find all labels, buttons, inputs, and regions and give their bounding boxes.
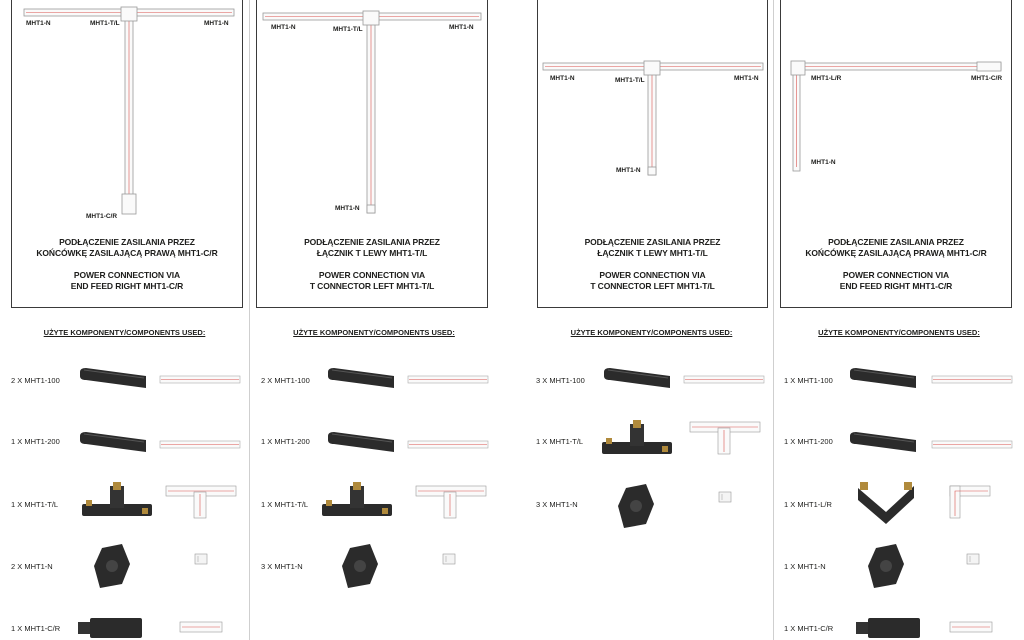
end-cap-photo-icon [616,484,656,528]
rail-drawing-icon [160,441,240,449]
components-heading: UŻYTE KOMPONENTY/COMPONENTS USED: [570,328,733,337]
component-qty: 1 X MHT1-L/R [784,500,832,509]
tee-connector-photo-icon [322,482,392,526]
component-qty: 3 X MHT1-N [536,500,578,509]
end-cap-drawing-icon [442,553,458,567]
column-4 [774,0,1024,640]
track-drawing [12,0,244,229]
component-qty: 1 X MHT1-200 [11,437,60,446]
caption-line: PODŁĄCZENIE ZASILANIA PRZEZ [584,237,721,247]
rail-drawing-icon [408,376,488,384]
track-drawing [538,0,769,229]
column-3 [530,0,773,640]
label-corner: MHT1-L/R [811,75,842,82]
tee-connector-drawing-icon [416,484,486,520]
column-1 [0,0,249,640]
rail-photo-icon [80,432,150,452]
components-heading: UŻYTE KOMPONENTY/COMPONENTS USED: [818,328,980,337]
caption-line: POWER CONNECTION VIA [73,270,181,280]
layout-diagram [11,0,243,308]
end-cap-photo-icon [92,544,132,588]
caption-polish [12,237,242,259]
rail-photo-icon [80,368,150,388]
caption-line: PODŁĄCZENIE ZASILANIA PRZEZ [304,237,440,247]
track-drawing [781,0,1013,229]
label-end-feed: MHT1-C/R [971,75,1003,82]
rail-photo-icon [328,368,398,388]
rail-drawing-icon [932,376,1012,384]
component-qty: 1 X MHT1-T/L [11,500,59,509]
components-heading: UŻYTE KOMPONENTY/COMPONENTS USED: [43,328,206,337]
end-cap-drawing-icon [718,491,734,505]
rail-drawing-icon [408,441,488,449]
caption-line: POWER CONNECTION VIA [842,270,950,280]
end-cap-drawing-icon [966,553,982,567]
tee-connector-photo-icon [602,420,672,464]
layout-diagram [780,0,1012,308]
label-end-cap-bottom: MHT1-N [811,159,836,166]
caption-english [538,270,767,292]
label-end-feed: MHT1-C/R [86,213,118,220]
component-qty: 2 X MHT1-100 [261,376,310,385]
label-tee: MHT1-T/L [333,26,363,33]
label-end-cap-right: MHT1-N [204,20,229,27]
caption-line: T CONNECTOR LEFT MHT1-T/L [309,281,435,291]
caption-line: ŁĄCZNIK T LEWY MHT1-T/L [316,248,428,258]
caption-line: KOŃCÓWKĘ ZASILAJĄCĄ PRAWĄ MHT1-C/R [805,248,987,258]
component-qty: 1 X MHT1-200 [261,437,310,446]
rail-drawing-icon [160,376,240,384]
rail-photo-icon [604,368,674,388]
rail-photo-icon [328,432,398,452]
end-feed-photo-icon [78,618,142,638]
label-end-cap-left: MHT1-N [271,24,296,31]
layout-diagram [537,0,768,308]
end-cap-photo-icon [866,544,906,588]
label-tee: MHT1-T/L [615,77,645,84]
caption-line: PODŁĄCZENIE ZASILANIA PRZEZ [828,237,964,247]
caption-line: POWER CONNECTION VIA [318,270,426,280]
caption-polish [781,237,1011,259]
caption-line: END FEED RIGHT MHT1-C/R [70,281,184,291]
caption-english [257,270,487,292]
layout-diagram [256,0,488,308]
column-2 [250,0,498,640]
component-qty: 1 X MHT1-C/R [784,624,834,633]
label-end-cap-bottom: MHT1-N [616,167,641,174]
end-feed-drawing-icon [178,620,224,634]
rail-photo-icon [850,368,920,388]
caption-line: PODŁĄCZENIE ZASILANIA PRZEZ [59,237,195,247]
caption-english [12,270,242,292]
component-qty: 2 X MHT1-N [11,562,53,571]
caption-polish [257,237,487,259]
track-drawing [257,0,489,229]
label-end-cap-left: MHT1-N [26,20,51,27]
component-qty: 1 X MHT1-C/R [11,624,61,633]
tee-connector-drawing-icon [690,420,760,456]
caption-english [781,270,1011,292]
corner-connector-drawing-icon [948,484,992,520]
rail-drawing-icon [932,441,1012,449]
label-end-cap-left: MHT1-N [550,75,575,82]
caption-line: ŁĄCZNIK T LEWY MHT1-T/L [597,248,708,258]
caption-line: END FEED RIGHT MHT1-C/R [839,281,953,291]
component-qty: 1 X MHT1-T/L [261,500,309,509]
caption-polish [538,237,767,259]
end-cap-photo-icon [340,544,380,588]
tee-connector-photo-icon [82,482,152,526]
caption-line: T CONNECTOR LEFT MHT1-T/L [590,281,715,291]
label-tee: MHT1-T/L [90,20,120,27]
component-qty: 1 X MHT1-T/L [536,437,584,446]
label-end-cap-right: MHT1-N [449,24,474,31]
rail-photo-icon [850,432,920,452]
end-cap-drawing-icon [194,553,210,567]
components-heading: UŻYTE KOMPONENTY/COMPONENTS USED: [293,328,455,337]
component-qty: 1 X MHT1-100 [784,376,833,385]
caption-line: KOŃCÓWKĘ ZASILAJĄCĄ PRAWĄ MHT1-C/R [36,248,218,258]
caption-line: POWER CONNECTION VIA [599,270,706,280]
component-qty: 1 X MHT1-200 [784,437,833,446]
tee-connector-drawing-icon [166,484,236,520]
component-qty: 1 X MHT1-N [784,562,826,571]
end-feed-drawing-icon [948,620,994,634]
component-qty: 2 X MHT1-100 [11,376,60,385]
label-end-cap-bottom: MHT1-N [335,205,360,212]
label-end-cap-right: MHT1-N [734,75,759,82]
component-qty: 3 X MHT1-N [261,562,303,571]
component-qty: 3 X MHT1-100 [536,376,585,385]
rail-drawing-icon [684,376,764,384]
end-feed-photo-icon [856,618,920,638]
corner-connector-photo-icon [856,482,916,526]
